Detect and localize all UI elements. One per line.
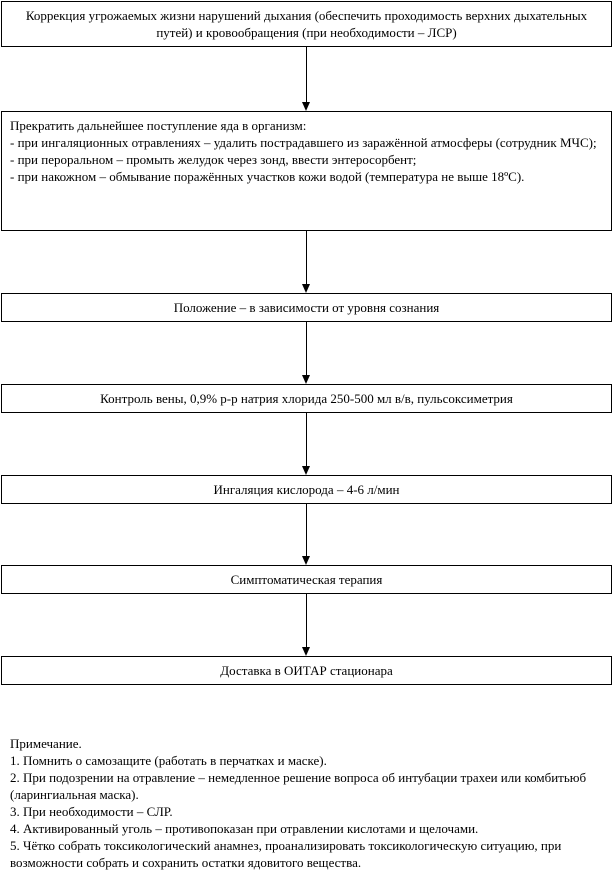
step-7-transport [1, 656, 612, 685]
notes-heading: Примечание. [10, 736, 82, 751]
step-2-item-oral: - при пероральном – промыть желудок через зонд, ввести энтеросорбент; [10, 152, 417, 167]
step-7-text: Доставка в ОИТАР стационара [220, 663, 393, 678]
arrowhead-1-2 [302, 102, 310, 111]
note-item: 5. Чётко собрать токсикологический анамнез, проанализировать токсикологическую ситуацию, при возможности собрать и сохранить остатки ядовитого вещества. [10, 838, 562, 870]
note-item: 1. Помнить о самозащите (работать в перчатках и маске). [10, 753, 327, 768]
note-item: 4. Активированный уголь – противопоказан при отравлении кислотами и щелочами. [10, 821, 479, 836]
step-1-text: Коррекция угрожаемых жизни нарушений дыхания (обеспечить проходимость верхних дыхательных путей) и кровообращения (при необходимости – ЛСР) [25, 8, 588, 40]
step-3-text: Положение – в зависимости от уровня сознания [173, 300, 440, 315]
arrow-4-5 [306, 413, 307, 466]
arrow-2-3 [306, 231, 307, 284]
step-4-iv-access [1, 384, 612, 413]
step-5-text: Ингаляция кислорода – 4-6 л/мин [213, 482, 400, 497]
arrowhead-2-3 [302, 284, 310, 293]
step-2-item-skin: - при накожном – обмывание поражённых участков кожи водой (температура не выше 18ºС). [10, 169, 525, 184]
step-3-position [1, 293, 612, 322]
step-6-text: Симптоматическая терапия [230, 572, 383, 587]
step-6-symptomatic [1, 565, 612, 594]
step-2-stop-poison [1, 111, 612, 231]
arrow-6-7 [306, 594, 307, 647]
step-2-intro: Прекратить дальнейшее поступление яда в организм: [10, 118, 307, 133]
arrowhead-3-4 [302, 375, 310, 384]
step-5-oxygen [1, 475, 612, 504]
step-2-item-inhalation: - при ингаляционных отравлениях – удалить пострадавшего из заражённой атмосферы (сотрудник МЧС); [10, 135, 597, 150]
step-1-airway-circulation [1, 1, 612, 47]
note-item: 2. При подозрении на отравление – немедленное решение вопроса об интубации трахеи или комбитьюб (ларингиальная маска). [10, 770, 587, 802]
arrow-1-2 [306, 47, 307, 102]
arrowhead-6-7 [302, 647, 310, 656]
arrowhead-4-5 [302, 466, 310, 475]
arrowhead-5-6 [302, 556, 310, 565]
notes-section [10, 735, 610, 871]
note-item: 3. При необходимости – СЛР. [10, 804, 173, 819]
arrow-3-4 [306, 322, 307, 375]
arrow-5-6 [306, 504, 307, 556]
step-4-text: Контроль вены, 0,9% р-р натрия хлорида 250-500 мл в/в, пульсоксиметрия [100, 391, 513, 406]
